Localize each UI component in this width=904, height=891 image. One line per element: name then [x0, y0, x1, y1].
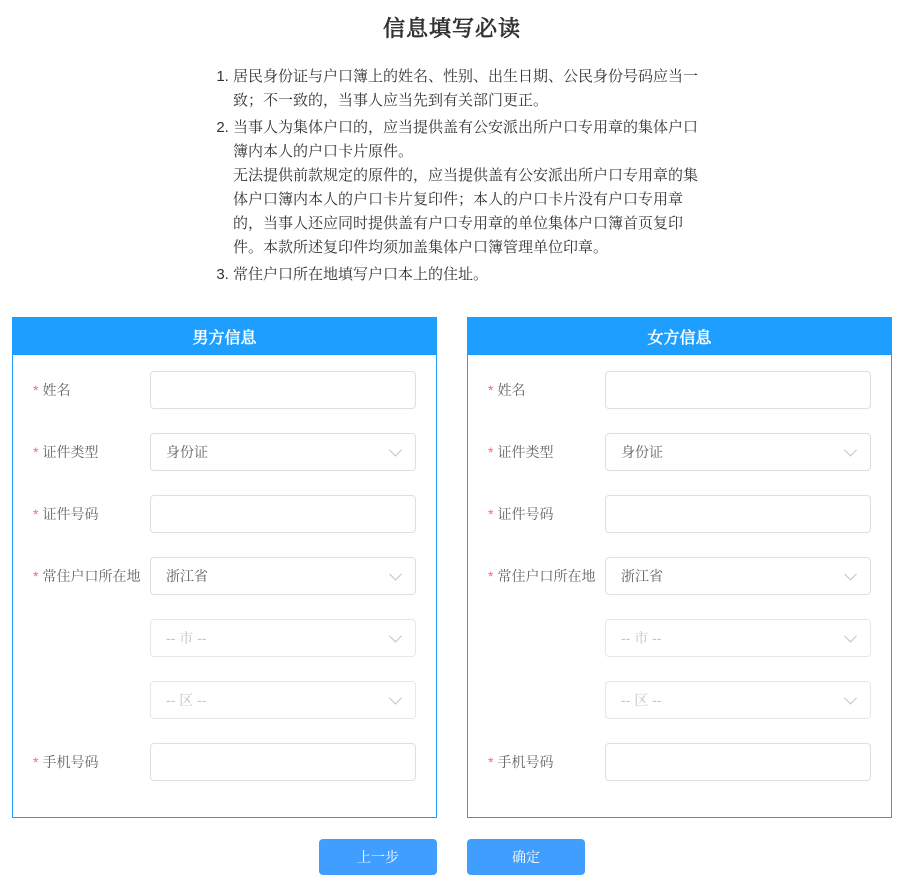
field-label-text: 证件号码	[42, 505, 99, 522]
required-asterisk: *	[33, 567, 39, 584]
female-info-panel	[467, 317, 892, 818]
field-label-text: 姓名	[497, 381, 526, 398]
female-panel-title: 女方信息	[468, 318, 891, 355]
chevron-down-icon	[389, 692, 402, 705]
female-name-label	[488, 382, 605, 399]
form-actions	[0, 839, 904, 891]
required-asterisk: *	[33, 381, 39, 398]
male-cert-number-input[interactable]	[150, 495, 416, 533]
instructions-list	[205, 65, 699, 287]
info-panels	[0, 317, 904, 818]
field-label-text: 手机号码	[42, 753, 99, 770]
male-cert-number-row	[33, 495, 416, 533]
female-cert-type-row	[488, 433, 871, 471]
male-district-row	[33, 681, 416, 719]
male-city-row	[33, 619, 416, 657]
female-residence-row	[488, 557, 871, 595]
required-asterisk: *	[33, 443, 39, 460]
instruction-text: 居民身份证与户口簿上的姓名、性别、出生日期、公民身份号码应当一致；不一致的，当事人应当先到有关部门更正。	[233, 68, 699, 109]
female-city-select[interactable]	[605, 619, 871, 657]
required-asterisk: *	[488, 381, 494, 398]
field-label-text: 手机号码	[497, 753, 554, 770]
instructions-block	[205, 65, 699, 287]
field-label-text: 证件号码	[497, 505, 554, 522]
instruction-item-1	[233, 65, 699, 113]
required-asterisk: *	[33, 753, 39, 770]
select-value: 身份证	[166, 444, 208, 460]
select-value: 浙江省	[621, 568, 663, 584]
instruction-text: 常住户口所在地填写户口本上的住址。	[233, 266, 489, 283]
female-cert-number-label	[488, 506, 605, 523]
female-cert-number-row	[488, 495, 871, 533]
instruction-text: 当事人为集体户口的，应当提供盖有公安派出所户口专用章的集体户口簿内本人的户口卡片原件。	[233, 119, 699, 160]
instruction-extra: 无法提供前款规定的原件的，应当提供盖有公安派出所户口专用章的集体户口簿内本人的户口卡片复印件；本人的户口卡片没有户口专用章的，当事人还应同时提供盖有户口专用章的单位集体户口簿首页复印件。本款所述复印件均须加盖集体户口簿管理单位印章。	[233, 167, 699, 256]
chevron-down-icon	[389, 444, 402, 457]
male-cert-number-label	[33, 506, 150, 523]
male-name-row	[33, 371, 416, 409]
male-residence-row	[33, 557, 416, 595]
chevron-down-icon	[844, 630, 857, 643]
female-cert-type-select[interactable]	[605, 433, 871, 471]
select-placeholder: -- 区 --	[621, 692, 662, 708]
select-value: 浙江省	[166, 568, 208, 584]
chevron-down-icon	[389, 630, 402, 643]
field-label-text: 常住户口所在地	[42, 567, 141, 584]
male-phone-input[interactable]	[150, 743, 416, 781]
female-cert-number-input[interactable]	[605, 495, 871, 533]
male-cert-type-row	[33, 433, 416, 471]
male-panel-body	[13, 355, 436, 817]
male-cert-type-label	[33, 444, 150, 461]
chevron-down-icon	[844, 568, 857, 581]
male-info-panel	[12, 317, 437, 818]
previous-step-button[interactable]: 上一步	[319, 839, 437, 875]
male-province-select[interactable]	[150, 557, 416, 595]
male-panel-title: 男方信息	[13, 318, 436, 355]
male-phone-label	[33, 754, 150, 771]
male-name-label	[33, 382, 150, 399]
required-asterisk: *	[488, 753, 494, 770]
female-residence-label	[488, 568, 605, 585]
female-phone-row	[488, 743, 871, 781]
select-placeholder: -- 区 --	[166, 692, 207, 708]
female-district-row	[488, 681, 871, 719]
required-asterisk: *	[488, 505, 494, 522]
select-value: 身份证	[621, 444, 663, 460]
chevron-down-icon	[844, 692, 857, 705]
female-phone-input[interactable]	[605, 743, 871, 781]
required-asterisk: *	[488, 567, 494, 584]
field-label-text: 证件类型	[42, 443, 99, 460]
male-district-select[interactable]	[150, 681, 416, 719]
chevron-down-icon	[844, 444, 857, 457]
female-panel-body	[468, 355, 891, 817]
instruction-item-2	[233, 116, 699, 260]
male-phone-row	[33, 743, 416, 781]
instruction-item-3	[233, 263, 699, 287]
confirm-button[interactable]: 确定	[467, 839, 585, 875]
male-residence-label	[33, 568, 150, 585]
female-name-input[interactable]	[605, 371, 871, 409]
select-placeholder: -- 市 --	[621, 630, 662, 646]
page-title: 信息填写必读	[382, 16, 521, 41]
male-city-select[interactable]	[150, 619, 416, 657]
field-label-text: 常住户口所在地	[497, 567, 596, 584]
female-cert-type-label	[488, 444, 605, 461]
female-city-row	[488, 619, 871, 657]
select-placeholder: -- 市 --	[166, 630, 207, 646]
male-name-input[interactable]	[150, 371, 416, 409]
chevron-down-icon	[389, 568, 402, 581]
female-name-row	[488, 371, 871, 409]
female-province-select[interactable]	[605, 557, 871, 595]
field-label-text: 证件类型	[497, 443, 554, 460]
required-asterisk: *	[488, 443, 494, 460]
female-district-select[interactable]	[605, 681, 871, 719]
required-asterisk: *	[33, 505, 39, 522]
field-label-text: 姓名	[42, 381, 71, 398]
female-phone-label	[488, 754, 605, 771]
male-cert-type-select[interactable]	[150, 433, 416, 471]
